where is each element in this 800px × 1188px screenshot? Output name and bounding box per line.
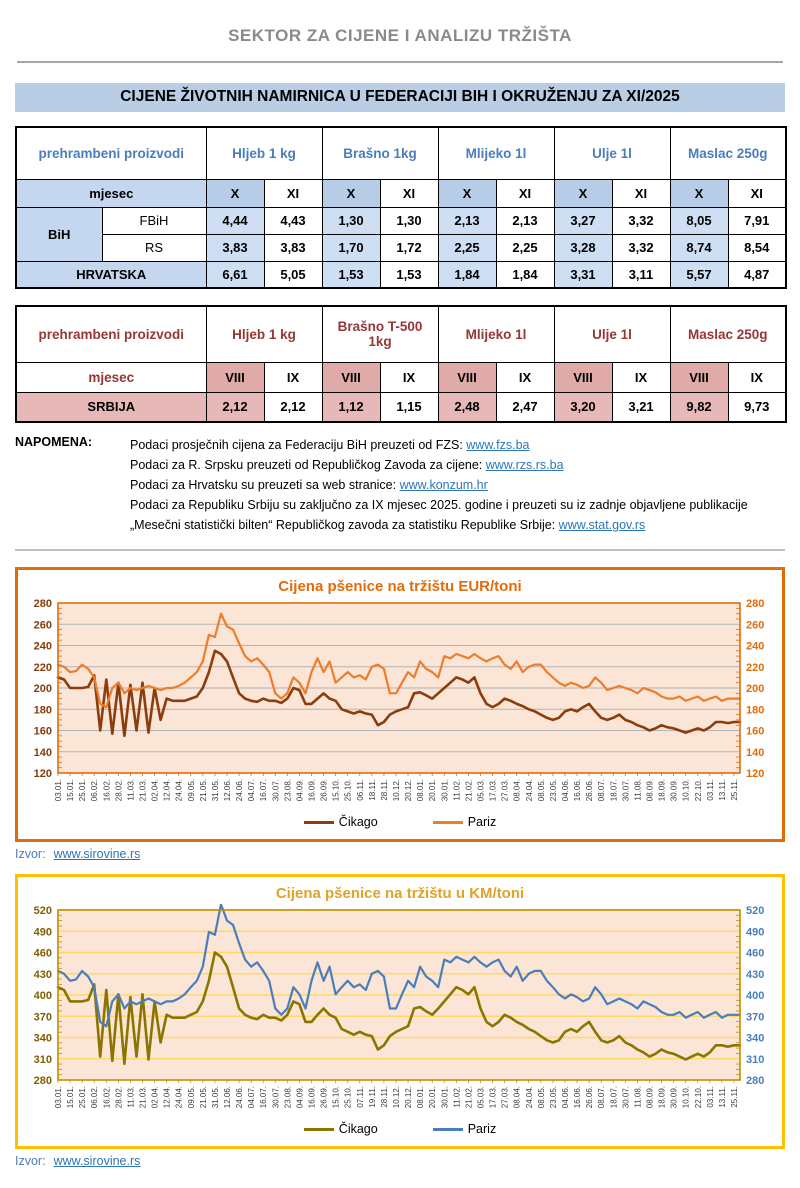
x-tick-label: 26.09. xyxy=(319,1086,329,1109)
x-tick-label: 25.10. xyxy=(343,1086,353,1109)
chart-title-km: Cijena pšenice na tržištu u KM/toni xyxy=(275,885,525,902)
source-link[interactable]: www.sirovine.rs xyxy=(53,1154,141,1168)
month-cell: X xyxy=(438,179,496,207)
y-tick-label-right: 430 xyxy=(746,968,765,981)
x-tick-label: 30.01. xyxy=(440,779,450,802)
x-tick-label: 19.11. xyxy=(367,1086,377,1108)
x-tick-label: 21.05. xyxy=(198,779,208,802)
table-header-row xyxy=(16,306,786,362)
x-tick-label: 20.01. xyxy=(428,779,438,802)
y-tick-label-right: 200 xyxy=(746,683,765,695)
x-tick-label: 23.05. xyxy=(548,1086,558,1109)
price-cell: 6,61 xyxy=(206,261,264,288)
x-tick-label: 30.09. xyxy=(669,779,679,802)
section-divider xyxy=(15,549,785,551)
y-tick-label-left: 280 xyxy=(33,598,52,610)
x-tick-label: 06.02. xyxy=(90,1086,100,1109)
x-tick-label: 15.10. xyxy=(331,1086,341,1109)
x-tick-label: 23.08. xyxy=(283,1086,293,1109)
price-cell: 3,28 xyxy=(554,234,612,261)
price-cell: 2,12 xyxy=(264,392,322,422)
y-tick-label-right: 400 xyxy=(746,990,765,1002)
note-link[interactable]: www.stat.gov.rs xyxy=(558,518,646,532)
y-tick-label-right: 280 xyxy=(746,1075,765,1087)
product-header-cell: Mlijeko 1l xyxy=(438,306,554,362)
month-cell: IX xyxy=(728,362,786,392)
price-cell: 4,87 xyxy=(728,261,786,288)
notes-section xyxy=(15,435,785,535)
x-tick-label: 10.10. xyxy=(681,779,691,802)
price-cell: 3,27 xyxy=(554,207,612,234)
x-tick-label: 16.09. xyxy=(307,779,317,802)
source-label: Izvor: xyxy=(15,847,46,861)
x-tick-label: 16.07. xyxy=(259,779,269,802)
x-tick-label: 08.05. xyxy=(536,779,546,802)
x-tick-label: 21.02. xyxy=(464,779,474,802)
y-tick-label-right: 490 xyxy=(746,926,765,939)
month-cell: VIII xyxy=(322,362,380,392)
price-cell: 1,72 xyxy=(380,234,438,261)
title-banner: CIJENE ŽIVOTNIH NAMIRNICA U FEDERACIJI BIH I OKRUŽENJU ZA XI/2025 xyxy=(15,83,785,112)
price-cell: 1,84 xyxy=(496,261,554,288)
price-cell: 3,32 xyxy=(612,234,670,261)
x-tick-label: 25.01. xyxy=(78,1086,88,1109)
price-cell: 1,30 xyxy=(322,207,380,234)
x-tick-label: 21.02. xyxy=(464,1086,474,1109)
x-tick-label: 30.07. xyxy=(271,1086,281,1109)
month-cell: IX xyxy=(612,362,670,392)
legend-label: Čikago xyxy=(338,815,378,829)
price-cell: 2,25 xyxy=(438,234,496,261)
month-cell: XI xyxy=(496,179,554,207)
x-tick-label: 20.12. xyxy=(404,779,414,802)
month-cell: VIII xyxy=(206,362,264,392)
x-tick-label: 16.09. xyxy=(307,1086,317,1109)
x-tick-label: 09.05. xyxy=(186,779,196,802)
price-cell: 3,31 xyxy=(554,261,612,288)
chart-canvas-eur xyxy=(24,597,776,813)
x-tick-label: 08.09. xyxy=(645,779,655,802)
x-tick-label: 13.11. xyxy=(717,779,727,801)
y-tick-label-left: 260 xyxy=(33,619,52,632)
legend-swatch xyxy=(433,1128,463,1131)
legend-item-čikago xyxy=(304,1122,378,1136)
price-cell: 9,73 xyxy=(728,392,786,422)
month-cell: VIII xyxy=(438,362,496,392)
x-tick-label: 02.04. xyxy=(150,1086,160,1109)
x-tick-label: 30.07. xyxy=(621,779,631,802)
x-tick-label: 10.12. xyxy=(391,1086,401,1109)
x-tick-label: 24.06. xyxy=(235,1086,245,1109)
x-tick-label: 03.01. xyxy=(54,1086,63,1109)
x-tick-label: 26.06. xyxy=(585,779,595,802)
table-header-row xyxy=(16,127,786,179)
price-cell: 1,12 xyxy=(322,392,380,422)
x-tick-label: 31.05. xyxy=(210,1086,220,1109)
price-cell: 2,48 xyxy=(438,392,496,422)
price-cell: 1,53 xyxy=(322,261,380,288)
x-tick-label: 24.06. xyxy=(235,779,245,802)
x-tick-label: 08.07. xyxy=(597,779,607,802)
table-row xyxy=(16,392,786,422)
x-tick-label: 26.09. xyxy=(319,779,329,802)
note-text: Podaci za Republiku Srbiju su zaključno za IX mjesec 2025. godine i preuzeti su iz zadnje objavljene publikacije xyxy=(130,498,748,512)
x-tick-label: 28.02. xyxy=(114,779,124,802)
y-tick-label-left: 490 xyxy=(33,926,52,939)
note-text: Podaci za R. Srpsku preuzeti od Republičkog Zavoda za cijene: xyxy=(130,458,486,472)
header-divider xyxy=(17,61,783,63)
price-cell: 3,21 xyxy=(612,392,670,422)
product-header-cell: Brašno T-500 1kg xyxy=(322,306,438,362)
y-tick-label-right: 180 xyxy=(746,704,765,717)
note-text: „Mesečni statistički bilten“ Republičkog zavoda za statistiku Republike Srbije: xyxy=(130,518,559,532)
y-tick-label-right: 260 xyxy=(746,619,765,632)
x-tick-label: 23.05. xyxy=(548,779,558,802)
table-row xyxy=(16,207,786,234)
wheat-price-chart-eur xyxy=(15,567,785,842)
note-line xyxy=(130,495,748,515)
x-tick-label: 28.11. xyxy=(379,1086,389,1108)
note-link[interactable]: www.rzs.rs.ba xyxy=(485,458,564,472)
product-header-cell: Hljeb 1 kg xyxy=(206,127,322,179)
note-text: Podaci prosječnih cijena za Federaciju BiH preuzeti od FZS: xyxy=(130,438,467,452)
y-tick-label-left: 370 xyxy=(33,1011,52,1024)
y-tick-label-right: 120 xyxy=(746,768,765,780)
x-tick-label: 17.03. xyxy=(488,1086,498,1109)
month-row xyxy=(16,179,786,207)
chart-legend-km xyxy=(24,1120,776,1144)
price-cell: 2,13 xyxy=(438,207,496,234)
month-cell: X xyxy=(554,179,612,207)
note-line xyxy=(130,435,748,455)
price-cell: 3,32 xyxy=(612,207,670,234)
price-cell: 4,43 xyxy=(264,207,322,234)
x-tick-label: 15.01. xyxy=(66,779,76,802)
price-cell: 4,44 xyxy=(206,207,264,234)
source-label: Izvor: xyxy=(15,1154,46,1168)
x-tick-label: 11.02. xyxy=(452,1086,462,1108)
x-tick-label: 03.11. xyxy=(705,1086,715,1108)
x-tick-label: 09.05. xyxy=(186,1086,196,1109)
x-tick-label: 08.04. xyxy=(512,1086,522,1109)
source-line xyxy=(15,1154,785,1168)
note-line xyxy=(130,515,748,535)
product-header-cell: Ulje 1l xyxy=(554,306,670,362)
y-tick-label-left: 200 xyxy=(33,683,52,695)
x-tick-label: 25.11. xyxy=(729,1086,739,1108)
x-tick-label: 06.11. xyxy=(355,779,365,801)
entity-label-cell: SRBIJA xyxy=(16,392,206,422)
x-tick-label: 04.07. xyxy=(247,1086,257,1109)
product-header-cell: Ulje 1l xyxy=(554,127,670,179)
x-tick-label: 04.06. xyxy=(560,1086,570,1109)
x-tick-label: 16.02. xyxy=(102,1086,112,1109)
price-cell: 8,54 xyxy=(728,234,786,261)
corner-header-cell: prehrambeni proizvodi xyxy=(16,127,206,179)
chart-canvas-km xyxy=(24,904,776,1120)
y-tick-label-right: 140 xyxy=(746,746,765,759)
month-cell: XI xyxy=(380,179,438,207)
y-tick-label-left: 400 xyxy=(33,990,52,1002)
x-tick-label: 11.03. xyxy=(126,1086,136,1108)
x-tick-label: 08.05. xyxy=(536,1086,546,1109)
x-tick-label: 18.11. xyxy=(367,779,377,801)
x-tick-label: 15.01. xyxy=(66,1086,76,1109)
x-tick-label: 10.10. xyxy=(681,1086,691,1109)
x-tick-label: 06.02. xyxy=(90,779,100,802)
y-tick-label-right: 220 xyxy=(746,661,765,674)
price-cell: 2,12 xyxy=(206,392,264,422)
legend-label: Pariz xyxy=(467,1122,497,1136)
x-tick-label: 30.09. xyxy=(669,1086,679,1109)
x-tick-label: 16.07. xyxy=(259,1086,269,1109)
y-tick-label-right: 310 xyxy=(746,1053,765,1066)
x-tick-label: 04.09. xyxy=(295,779,305,802)
x-tick-label: 12.06. xyxy=(222,1086,232,1109)
x-tick-label: 22.10. xyxy=(693,779,703,802)
x-tick-label: 04.06. xyxy=(560,779,570,802)
x-tick-label: 11.02. xyxy=(452,779,462,801)
price-cell: 1,30 xyxy=(380,207,438,234)
x-tick-label: 04.09. xyxy=(295,1086,305,1109)
x-tick-label: 25.10. xyxy=(343,779,353,802)
price-cell: 1,70 xyxy=(322,234,380,261)
source-line xyxy=(15,847,785,861)
legend-item-čikago xyxy=(304,815,378,829)
x-tick-label: 03.01. xyxy=(54,779,63,802)
price-cell: 8,74 xyxy=(670,234,728,261)
month-label-cell: mjesec xyxy=(16,362,206,392)
page-title: SEKTOR ZA CIJENE I ANALIZU TRŽIŠTA xyxy=(228,26,572,45)
y-tick-label-right: 280 xyxy=(746,598,765,610)
y-tick-label-left: 340 xyxy=(33,1032,52,1045)
price-cell: 1,15 xyxy=(380,392,438,422)
y-tick-label-left: 280 xyxy=(33,1075,52,1087)
x-tick-label: 11.08. xyxy=(633,779,643,801)
legend-label: Pariz xyxy=(467,815,497,829)
y-tick-label-right: 370 xyxy=(746,1011,765,1024)
x-tick-label: 24.04. xyxy=(174,1086,184,1109)
month-cell: IX xyxy=(264,362,322,392)
y-tick-label-left: 220 xyxy=(33,661,52,674)
y-tick-label-left: 160 xyxy=(33,725,52,738)
x-tick-label: 18.09. xyxy=(657,779,667,802)
price-cell: 1,53 xyxy=(380,261,438,288)
x-tick-label: 05.03. xyxy=(476,779,486,802)
y-tick-label-left: 240 xyxy=(33,640,52,653)
price-cell: 9,82 xyxy=(670,392,728,422)
month-label-cell: mjesec xyxy=(16,179,206,207)
table-row xyxy=(16,261,786,288)
notes-lines xyxy=(130,435,748,535)
product-header-cell: Maslac 250g xyxy=(670,306,786,362)
x-tick-label: 22.10. xyxy=(693,1086,703,1109)
price-cell: 3,11 xyxy=(612,261,670,288)
x-tick-label: 30.07. xyxy=(271,779,281,802)
x-tick-label: 08.09. xyxy=(645,1086,655,1109)
x-tick-label: 25.01. xyxy=(78,779,88,802)
price-cell: 5,05 xyxy=(264,261,322,288)
month-cell: X xyxy=(322,179,380,207)
month-row xyxy=(16,362,786,392)
x-tick-label: 30.07. xyxy=(621,1086,631,1109)
x-tick-label: 18.09. xyxy=(657,1086,667,1109)
product-header-cell: Brašno 1kg xyxy=(322,127,438,179)
y-tick-label-left: 140 xyxy=(33,746,52,759)
note-line xyxy=(130,455,748,475)
x-tick-label: 08.01. xyxy=(416,779,426,802)
month-cell: X xyxy=(670,179,728,207)
x-tick-label: 13.11. xyxy=(717,1086,727,1108)
note-line xyxy=(130,475,748,495)
x-tick-label: 24.04. xyxy=(524,1086,534,1109)
x-tick-label: 11.03. xyxy=(126,779,136,801)
x-tick-label: 03.11. xyxy=(705,779,715,801)
month-cell: XI xyxy=(264,179,322,207)
x-tick-label: 30.01. xyxy=(440,1086,450,1109)
x-tick-label: 21.03. xyxy=(138,779,148,802)
x-tick-label: 16.06. xyxy=(573,779,583,802)
x-tick-label: 12.04. xyxy=(162,1086,172,1109)
x-tick-label: 31.05. xyxy=(210,779,220,802)
x-tick-label: 24.04. xyxy=(524,779,534,802)
month-cell: IX xyxy=(496,362,554,392)
month-cell: VIII xyxy=(670,362,728,392)
x-tick-label: 08.07. xyxy=(597,1086,607,1109)
x-tick-label: 18.07. xyxy=(609,779,619,802)
price-cell: 8,05 xyxy=(670,207,728,234)
legend-swatch xyxy=(304,821,334,824)
month-cell: XI xyxy=(612,179,670,207)
x-tick-label: 15.10. xyxy=(331,779,341,802)
x-tick-label: 07.11. xyxy=(355,1086,365,1108)
x-tick-label: 12.04. xyxy=(162,779,172,802)
x-tick-label: 02.04. xyxy=(150,779,160,802)
x-tick-label: 27.03. xyxy=(500,779,510,802)
y-tick-label-left: 430 xyxy=(33,968,52,981)
x-tick-label: 10.12. xyxy=(391,779,401,802)
legend-item-pariz xyxy=(433,815,496,829)
y-tick-label-right: 520 xyxy=(746,905,765,917)
notes-label: NAPOMENA: xyxy=(15,435,93,449)
x-tick-label: 12.06. xyxy=(222,779,232,802)
x-tick-label: 11.08. xyxy=(633,1086,643,1108)
entity-label-cell: HRVATSKA xyxy=(16,261,206,288)
x-tick-label: 17.03. xyxy=(488,779,498,802)
y-tick-label-left: 520 xyxy=(33,905,52,917)
x-tick-label: 24.04. xyxy=(174,779,184,802)
prices-table-srbija xyxy=(15,305,787,423)
price-cell: 2,47 xyxy=(496,392,554,422)
corner-header-cell: prehrambeni proizvodi xyxy=(16,306,206,362)
y-tick-label-left: 460 xyxy=(33,947,52,960)
chart-legend-eur xyxy=(24,813,776,837)
price-cell: 2,25 xyxy=(496,234,554,261)
y-tick-label-right: 160 xyxy=(746,725,765,738)
legend-swatch xyxy=(304,1128,334,1131)
y-tick-label-right: 340 xyxy=(746,1032,765,1045)
price-cell: 7,91 xyxy=(728,207,786,234)
price-cell: 2,13 xyxy=(496,207,554,234)
note-link[interactable]: www.fzs.ba xyxy=(466,438,530,452)
y-tick-label-right: 240 xyxy=(746,640,765,653)
y-tick-label-left: 180 xyxy=(33,704,52,717)
x-tick-label: 23.08. xyxy=(283,779,293,802)
x-tick-label: 25.11. xyxy=(729,779,739,801)
x-tick-label: 16.06. xyxy=(573,1086,583,1109)
y-tick-label-left: 120 xyxy=(33,768,52,780)
x-tick-label: 04.07. xyxy=(247,779,257,802)
group-label-cell: BiH xyxy=(16,207,102,261)
wheat-price-chart-km xyxy=(15,874,785,1149)
x-tick-label: 08.01. xyxy=(416,1086,426,1109)
prices-table-bih xyxy=(15,126,787,289)
month-cell: X xyxy=(206,179,264,207)
x-tick-label: 21.05. xyxy=(198,1086,208,1109)
x-tick-label: 20.01. xyxy=(428,1086,438,1109)
legend-swatch xyxy=(433,821,463,824)
note-text: Podaci za Hrvatsku su preuzeti sa web stranice: xyxy=(130,478,400,492)
x-tick-label: 21.03. xyxy=(138,1086,148,1109)
source-link[interactable]: www.sirovine.rs xyxy=(53,847,141,861)
x-tick-label: 28.11. xyxy=(379,779,389,801)
product-header-cell: Mlijeko 1l xyxy=(438,127,554,179)
x-tick-label: 16.02. xyxy=(102,779,112,802)
note-link[interactable]: www.konzum.hr xyxy=(399,478,488,492)
product-header-cell: Hljeb 1 kg xyxy=(206,306,322,362)
x-tick-label: 28.02. xyxy=(114,1086,124,1109)
price-cell: 1,84 xyxy=(438,261,496,288)
y-tick-label-right: 460 xyxy=(746,947,765,960)
table-row xyxy=(16,234,786,261)
x-tick-label: 05.03. xyxy=(476,1086,486,1109)
price-cell: 3,83 xyxy=(206,234,264,261)
x-tick-label: 26.06. xyxy=(585,1086,595,1109)
x-tick-label: 18.07. xyxy=(609,1086,619,1109)
x-tick-label: 27.03. xyxy=(500,1086,510,1109)
price-cell: 5,57 xyxy=(670,261,728,288)
y-tick-label-left: 310 xyxy=(33,1053,52,1066)
legend-label: Čikago xyxy=(338,1122,378,1136)
x-tick-label: 08.04. xyxy=(512,779,522,802)
price-cell: 3,20 xyxy=(554,392,612,422)
product-header-cell: Maslac 250g xyxy=(670,127,786,179)
x-tick-label: 20.12. xyxy=(404,1086,414,1109)
month-cell: VIII xyxy=(554,362,612,392)
month-cell: XI xyxy=(728,179,786,207)
entity-label-cell: FBiH xyxy=(102,207,206,234)
month-cell: IX xyxy=(380,362,438,392)
price-cell: 3,83 xyxy=(264,234,322,261)
entity-label-cell: RS xyxy=(102,234,206,261)
legend-item-pariz xyxy=(433,1122,496,1136)
chart-title-eur: Cijena pšenice na tržištu EUR/toni xyxy=(278,578,522,595)
